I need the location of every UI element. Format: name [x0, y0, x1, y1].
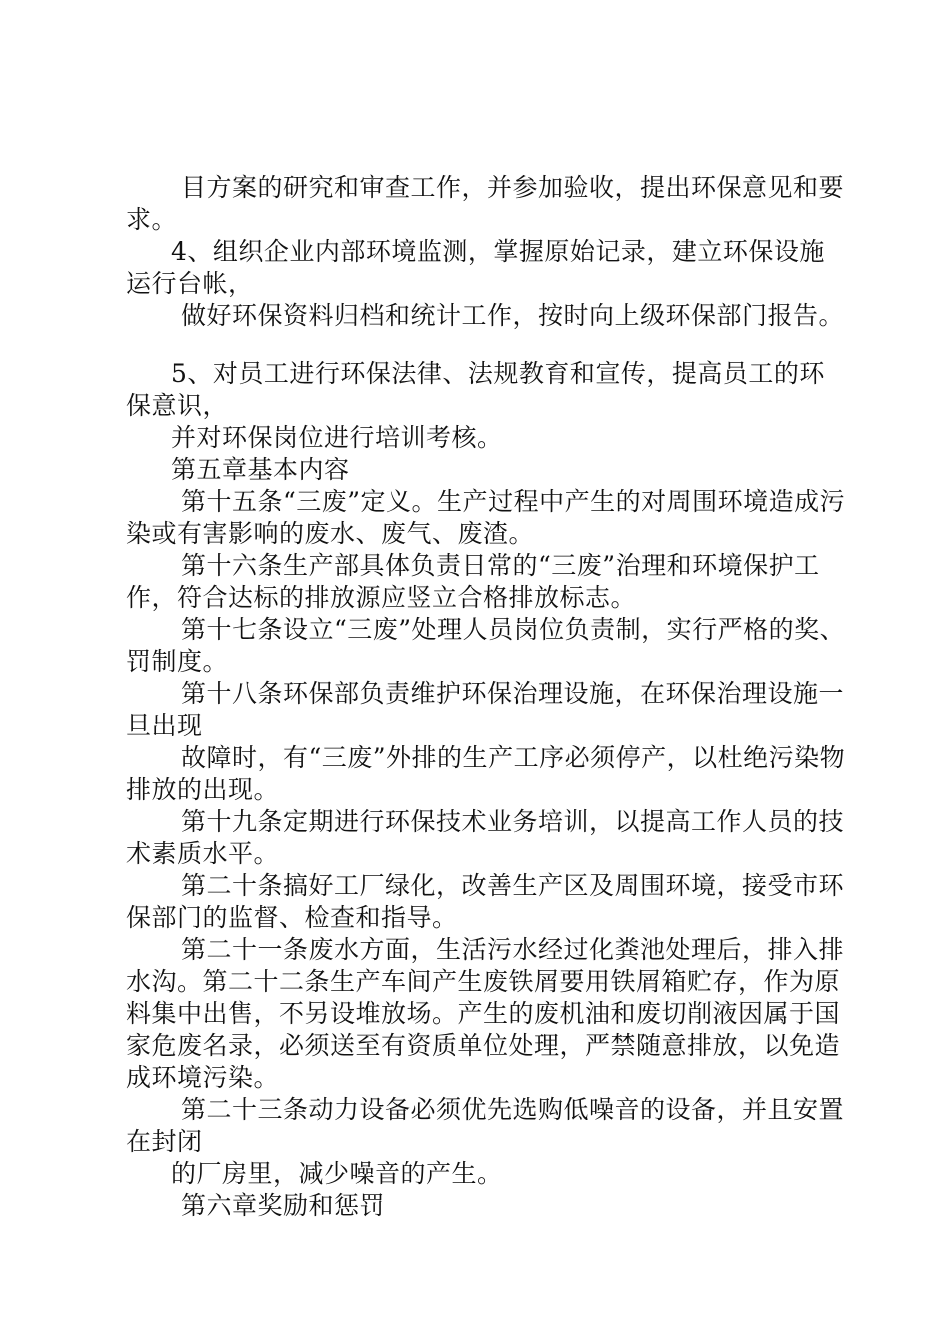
paragraph: 做好环保资料归档和统计工作，按时向上级环保部门报告。: [181, 301, 845, 330]
chapter-heading: 第六章奖励和惩罚: [181, 1191, 386, 1220]
paragraph: 第二十条搞好工厂绿化，改善生产区及周围环境，接受市环保部门的监督、检查和指导。: [126, 871, 845, 932]
document-body: [126, 172, 846, 1222]
paragraph: 5、对员工进行环保法律、法规教育和宣传，提高员工的环保意识，: [126, 359, 825, 420]
paragraph: 故障时，有“三废”外排的生产工序必须停产，以杜绝污染物排放的出现。: [126, 743, 846, 804]
paragraph: 并对环保岗位进行培训考核。: [171, 423, 503, 452]
paragraph: 第十六条生产部具体负责日常的“三废”治理和环境保护工作，符合达标的排放源应竖立合格排放标志。: [126, 551, 820, 612]
paragraph: 第十九条定期进行环保技术业务培训，以提高工作人员的技术素质水平。: [126, 807, 845, 868]
paragraph: 的厂房里，减少噪音的产生。: [171, 1159, 503, 1188]
paragraph: 4、组织企业内部环境监测，掌握原始记录，建立环保设施运行台帐，: [126, 237, 825, 298]
paragraph-gap: [126, 332, 846, 358]
paragraph: 第十七条设立“三废”处理人员岗位负责制，实行严格的奖、罚制度。: [126, 615, 846, 676]
paragraph: 第二十一条废水方面，生活污水经过化粪池处理后，排入排水沟。第二十二条生产车间产生废铁屑要用铁屑箱贮存，作为原料集中出售，不另设堆放场。产生的废机油和废切削液因属于国家危废名录，必须送至有资质单位处理，严禁随意排放，以免造成环境污染。: [126, 935, 845, 1092]
paragraph: 第十八条环保部负责维护环保治理设施，在环保治理设施一旦出现: [126, 679, 845, 740]
chapter-heading: 第五章基本内容: [171, 455, 350, 484]
paragraph: 目方案的研究和审查工作，并参加验收，提出环保意见和要求。: [126, 173, 845, 234]
paragraph: 第十五条“三废”定义。生产过程中产生的对周围环境造成污染或有害影响的废水、废气、废渣。: [126, 487, 846, 548]
paragraph: 第二十三条动力设备必须优先选购低噪音的设备，并且安置在封闭: [126, 1095, 845, 1156]
